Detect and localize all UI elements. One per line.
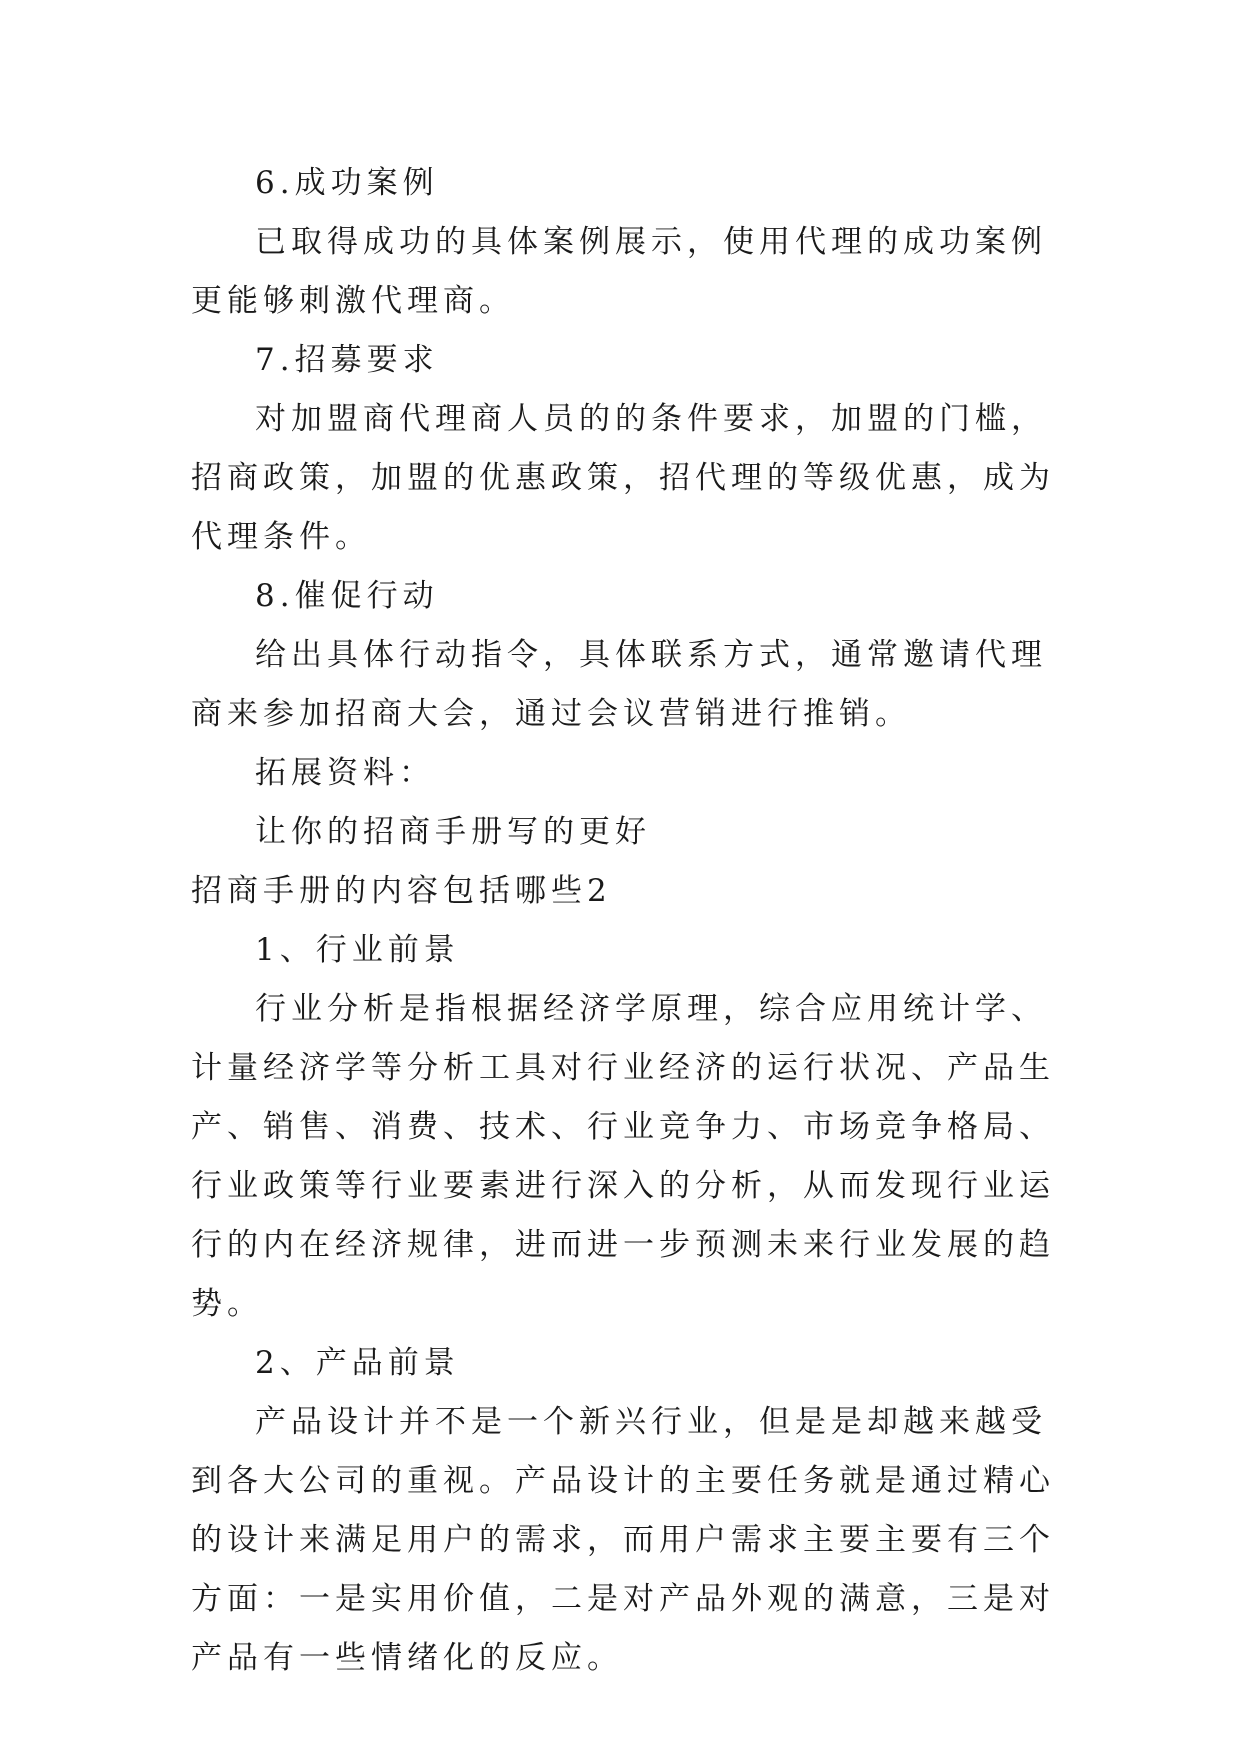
section-heading-industry-prospects: 1、行业前景 (255, 932, 460, 968)
paragraph-success-cases: 已取得成功的具体案例展示，使用代理的成功案例更能够刺激代理商。 (191, 224, 1047, 319)
paragraph-recruitment-requirements: 对加盟商代理商人员的的条件要求，加盟的门槛，招商政策，加盟的优惠政策，招代理的等级优惠，成为代理条件。 (191, 401, 1055, 555)
extended-material-line: 让你的招商手册写的更好 (255, 814, 651, 850)
paragraph-product-prospects: 产品设计并不是一个新兴行业，但是是却越来越受到各大公司的重视。产品设计的主要任务就是通过精心的设计来满足用户的需求，而用户需求主要主要有三个方面：一是实用价值，二是对产品外观的满意，三是对产品有一些情绪化的反应。 (191, 1404, 1055, 1676)
section-heading-success-cases: 6.成功案例 (255, 165, 439, 201)
section-heading-call-to-action: 8.催促行动 (255, 578, 439, 614)
document-section-title: 招商手册的内容包括哪些2 (191, 873, 612, 909)
paragraph-call-to-action: 给出具体行动指令，具体联系方式，通常邀请代理商来参加招商大会，通过会议营销进行推销。 (191, 637, 1047, 732)
document-body (191, 154, 1071, 1688)
extended-material-label: 拓展资料： (255, 755, 435, 791)
section-heading-product-prospects: 2、产品前景 (255, 1345, 460, 1381)
section-heading-recruitment-requirements: 7.招募要求 (255, 342, 439, 378)
paragraph-industry-prospects: 行业分析是指根据经济学原理，综合应用统计学、计量经济学等分析工具对行业经济的运行状况、产品生产、销售、消费、技术、行业竞争力、市场竞争格局、行业政策等行业要素进行深入的分析，从而发现行业运行的内在经济规律，进而进一步预测未来行业发展的趋势。 (191, 991, 1055, 1322)
